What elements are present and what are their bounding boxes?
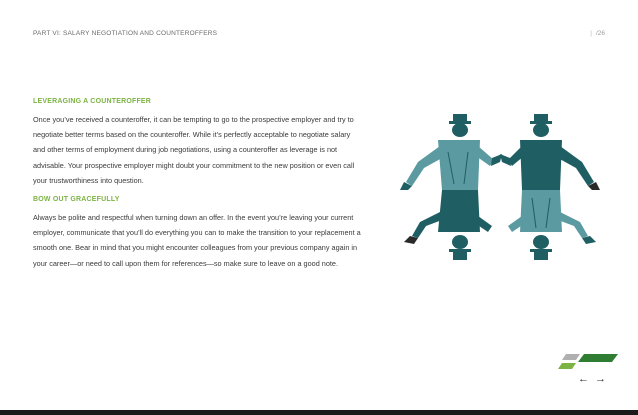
section-body-bow-out: Always be polite and respectful when turning down an offer. In the event you’re leaving your current employer, communicate that you’ll do everything you can to make the transition to your replacement a smooth one. Bear in mind that you might encounter colleagues from your previous company again in your career—or need to call upon them for references—so make sure to leave on a good note.	[33, 213, 361, 268]
section-heading-bow-out: BOW OUT GRACEFULLY	[33, 196, 120, 204]
page-number	[590, 30, 605, 37]
green-stripes-logo	[558, 352, 620, 372]
page-number-separator: |	[590, 30, 592, 37]
section-heading-leveraging: LEVERAGING A COUNTEROFFER	[33, 98, 152, 105]
arrow-left-icon[interactable]: ←	[578, 373, 589, 385]
main-content	[33, 98, 363, 279]
right-figure	[500, 114, 600, 260]
page-number-value: /26	[595, 30, 605, 37]
page-navigation	[578, 374, 606, 385]
footer-bar	[0, 410, 638, 415]
left-figure	[400, 114, 502, 260]
section-header-title: PART VI: SALARY NEGOTIATION AND COUNTEROFFERS	[33, 30, 218, 37]
section-body-leveraging: Once you’ve received a counteroffer, it can be tempting to go to the prospective employer and try to negotiate better terms based on the counteroffer. While it’s perfectly acceptable to negotiate salary and other terms of employment during job negotiations, using a counteroffer as leverage is not advisable. Your prospective employer might doubt your commitment to the new position or even call your trustworthiness into question.	[33, 115, 355, 185]
businessmen-illustration	[398, 112, 603, 267]
arrow-right-icon[interactable]: →	[595, 373, 606, 385]
